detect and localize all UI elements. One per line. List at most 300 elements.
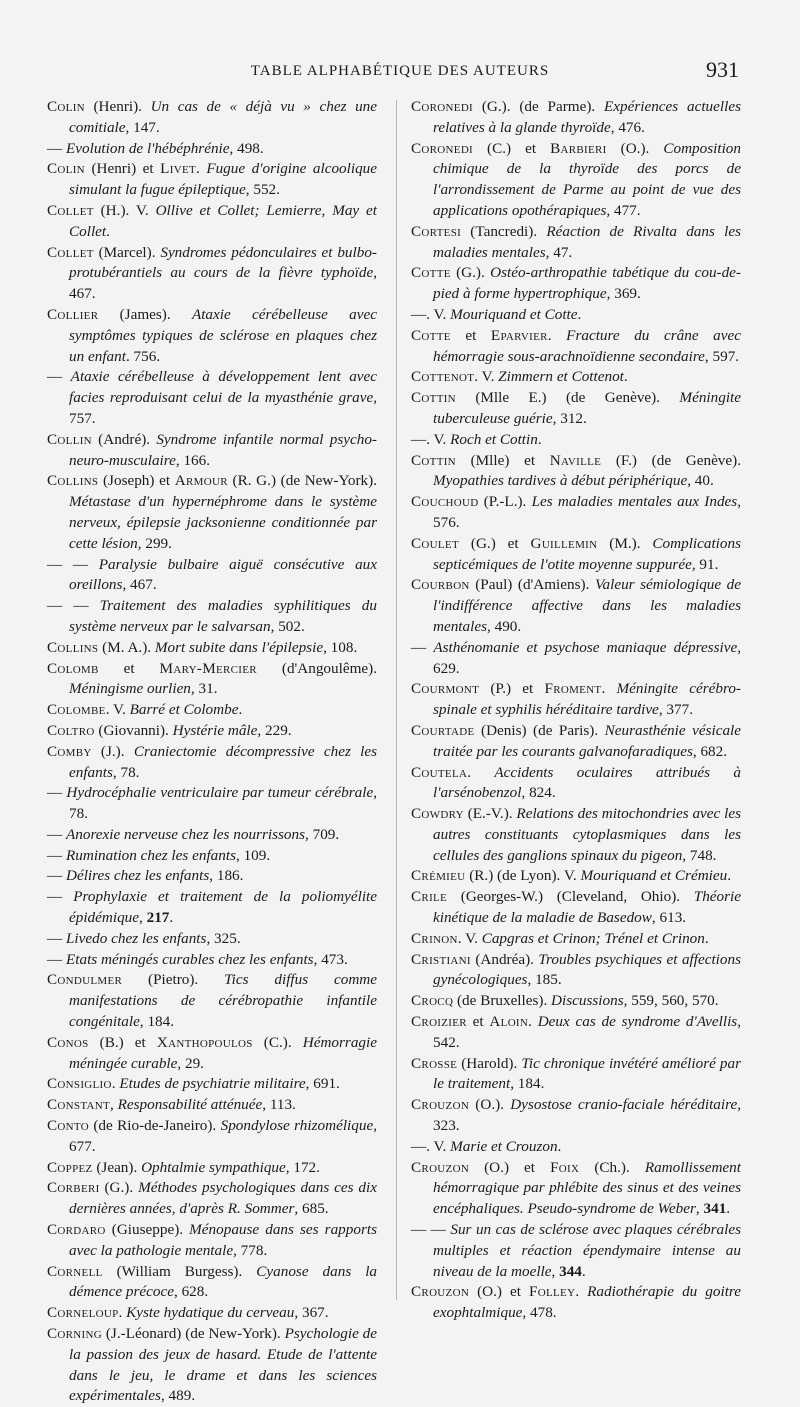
entry-text: . — [111, 1075, 120, 1093]
index-entry — [411, 1054, 741, 1096]
entry-text: — — [47, 888, 74, 906]
entry-text: (O.) et — [469, 1158, 551, 1176]
author-name: Eparvier — [490, 326, 548, 344]
author-name: Conto — [47, 1117, 89, 1135]
author-name: Barbieri — [550, 139, 607, 157]
author-name: Couchoud — [411, 493, 479, 511]
work-title: Myopathies tardives à début périphérique — [433, 472, 688, 490]
entry-text: (Joseph) et — [98, 472, 175, 490]
author-name: Cristiani — [411, 950, 471, 968]
work-title: Etats méningés curables chez les enfants — [65, 950, 314, 968]
work-title: Traitement des maladies syphilitiques du système nerveux par le salvarsan — [69, 597, 377, 635]
entry-text: (G.) et — [458, 534, 531, 552]
index-entry — [411, 1158, 741, 1220]
index-entry — [411, 139, 741, 222]
entry-text: . — [169, 909, 174, 927]
entry-text: —. V. — [411, 1137, 451, 1155]
index-entry — [47, 243, 377, 305]
entry-text: , 629. — [433, 638, 742, 677]
entry-text: (Giuseppe). — [105, 1221, 190, 1239]
work-title: Syndromes pédonculaires et bulbo-protubérantiels au cours de la fièvre typhoïde — [69, 243, 377, 282]
entry-text: . — [704, 929, 709, 947]
author-name: Coulet — [411, 534, 459, 552]
entry-text: et — [450, 326, 491, 344]
entry-text: (d'Angoulême). — [256, 659, 377, 677]
index-entry — [411, 763, 741, 805]
author-name: Crouzon — [411, 1158, 470, 1176]
author-name: Courbon — [411, 576, 470, 594]
index-entry — [47, 159, 377, 201]
work-title: Ataxie cérébelleuse à développement lent avec facies reproduisant celui de la myasthénie grave — [69, 368, 378, 407]
author-name: Crocq — [411, 992, 454, 1010]
entry-text: (Ch.). — [579, 1158, 645, 1176]
entry-text: , 478. — [522, 1304, 557, 1322]
work-title: Complications septicémiques de l'otite moyenne suppurée — [433, 534, 742, 573]
work-title: Méningite cérébro-spinale et syphilis héréditaire tardive — [433, 680, 741, 719]
work-title: Hystérie mâle — [172, 721, 258, 739]
work-title: Ramollissement hémorragique par phlébite des sinus et des veines encéphaliques. Pseudo-syndrome de Weber — [433, 1158, 741, 1218]
author-name: Corning — [47, 1325, 103, 1343]
index-entry — [411, 991, 741, 1012]
entry-text: (Harold). — [457, 1054, 522, 1072]
entry-text: . — [575, 1283, 588, 1301]
entry-text: (O.) et — [469, 1283, 530, 1301]
index-entry — [411, 804, 741, 866]
index-entry — [47, 970, 377, 1032]
work-title: Réaction de Rivalta dans les maladies mentales — [433, 222, 741, 261]
entry-text: (Mlle) et — [455, 451, 550, 469]
entry-text: et — [466, 1013, 490, 1031]
author-name: Colin — [47, 98, 85, 115]
index-entry — [411, 1095, 741, 1137]
index-entry — [411, 950, 741, 992]
author-name: Constant — [47, 1096, 110, 1114]
entry-text: (J.). — [91, 742, 134, 760]
entry-text: (de Bruxelles). — [453, 992, 552, 1010]
entry-text: , 498. — [229, 139, 264, 157]
work-title: Responsabilité atténuée — [117, 1096, 263, 1114]
author-name: Coppez — [47, 1158, 93, 1176]
entry-text: , 778. — [233, 1241, 268, 1259]
index-entry — [47, 596, 377, 638]
entry-text: , 691. — [305, 1075, 340, 1093]
entry-text: (Giovanni). — [94, 721, 173, 739]
work-title: Composition chimique de la thyroïde des porcs de l'arrondissement de Parme au point de vue des applications opothérapiques — [433, 139, 741, 219]
entry-text: , 685. — [294, 1200, 329, 1218]
entry-text: 344 — [559, 1262, 582, 1280]
author-name: Cordaro — [47, 1221, 106, 1239]
index-entry — [411, 1012, 741, 1054]
author-name: Livet — [160, 160, 196, 178]
index-entry — [47, 742, 377, 784]
entry-text: , 628. — [173, 1283, 209, 1301]
entry-text: , — [139, 909, 147, 927]
author-name: Coltro — [47, 721, 95, 739]
index-entry — [411, 575, 741, 637]
entry-text: (M.). — [597, 534, 653, 552]
work-title: Syndrome infantile normal psycho-neuro-musculaire — [69, 430, 377, 469]
entry-text: (O.). — [606, 139, 664, 157]
index-entry — [411, 721, 741, 763]
work-title: Barré et Colombe — [129, 701, 239, 719]
work-title: Discussions — [551, 992, 624, 1010]
entry-text: . — [577, 305, 582, 323]
entry-text: et — [98, 659, 160, 677]
entry-text: , 91. — [691, 555, 719, 573]
author-name: Consiglio — [47, 1075, 112, 1093]
work-title: Expériences actuelles relatives à la glande thyroïde — [433, 98, 741, 136]
index-entry — [47, 201, 377, 243]
entry-text: , 108. — [323, 638, 358, 656]
work-title: Hydrocéphalie ventriculaire par tumeur cérébrale — [66, 784, 374, 802]
index-entry — [411, 492, 741, 534]
author-name: Colomb — [47, 659, 99, 677]
index-entry — [47, 929, 377, 950]
work-title: Méningisme ourlien — [69, 680, 191, 698]
author-name: Armour — [174, 472, 228, 490]
index-entry — [411, 638, 741, 680]
index-entry — [411, 1282, 741, 1324]
work-title: Craniectomie décompressive chez les enfants — [69, 742, 377, 781]
entry-text: , 323. — [433, 1096, 741, 1135]
index-entry — [411, 866, 741, 887]
author-name: Crémieu — [411, 867, 466, 885]
work-title: Etudes de psychiatrie militaire — [119, 1075, 306, 1093]
entry-text: . — [238, 701, 243, 719]
index-entry — [411, 222, 741, 264]
entry-text: —. V. — [411, 305, 451, 323]
entry-text: 217 — [146, 909, 170, 927]
work-title: Capgras et Crinon; Trénel et Crinon — [481, 929, 705, 947]
work-title: Paralysie bulbaire aiguë consécutive aux oreillons — [69, 555, 377, 594]
entry-text: (G.). (de Parme). — [473, 98, 604, 115]
index-entry — [411, 1220, 741, 1282]
entry-text: (Henri). — [84, 98, 151, 115]
entry-text: (de Rio-de-Janeiro). — [88, 1117, 221, 1135]
entry-text: , 40. — [687, 472, 714, 490]
entry-text: , 78. — [112, 763, 140, 781]
entry-text: . — [623, 368, 628, 386]
entry-text: (C.). — [252, 1033, 303, 1051]
entry-text: — — — [47, 597, 100, 615]
entry-text: (C.) et — [473, 139, 551, 157]
author-name: Corneloup — [47, 1304, 119, 1322]
author-name: Cowdry — [411, 805, 464, 823]
author-name: Colin — [47, 160, 85, 178]
author-name: Cotte — [411, 264, 451, 282]
entry-text: , 78. — [69, 784, 378, 823]
column-divider — [396, 100, 397, 1300]
work-title: Théorie kinétique de la maladie de Basedow — [433, 888, 741, 927]
work-title: Relations des mitochondries avec les autres constituants cytoplasmiques dans les cellules des ganglions spinaux du pigeon — [433, 805, 741, 864]
index-entry — [47, 471, 377, 554]
author-name: Coronedi — [411, 139, 474, 157]
entry-text: . — [726, 1200, 731, 1218]
entry-text: (André). — [91, 430, 157, 448]
entry-text: , 186. — [209, 867, 244, 885]
entry-text: , 147. — [125, 118, 160, 136]
entry-text: , 467. — [122, 576, 157, 594]
entry-text: . — [195, 160, 207, 178]
work-title: Roch et Cottin — [450, 430, 538, 448]
page-number: 931 — [706, 57, 739, 82]
author-name: Collier — [47, 305, 99, 323]
author-name: Aloin — [489, 1013, 529, 1031]
index-entry — [47, 367, 377, 429]
index-entry — [47, 846, 377, 867]
index-entry — [47, 139, 377, 160]
entry-text: , 597. — [704, 347, 740, 365]
entry-text: . — [528, 1013, 538, 1031]
work-title: Fracture du crâne avec hémorragie sous-arachnoïdienne secondaire — [433, 326, 741, 365]
entry-text: — — — [411, 1221, 451, 1239]
index-entry — [411, 326, 741, 368]
index-entry — [47, 1262, 377, 1304]
entry-text: — — — [47, 555, 99, 573]
index-entry — [47, 97, 377, 139]
entry-text: . — [727, 867, 732, 885]
entry-text: — — [47, 846, 66, 864]
entry-text: . — [106, 222, 110, 240]
work-title: Cyanose dans la démence précoce — [69, 1262, 378, 1301]
entry-text: , 185. — [527, 971, 562, 989]
index-entry — [47, 783, 377, 825]
author-name: Crile — [411, 888, 448, 906]
entry-text: , 184. — [139, 1013, 175, 1031]
entry-text: (E.-V.). — [463, 805, 517, 823]
work-title: Rumination chez les enfants — [65, 846, 236, 864]
work-title: Méningite tuberculeuse guérie — [433, 389, 741, 427]
author-name: Conos — [47, 1033, 89, 1051]
author-name: Cotte — [411, 326, 451, 344]
author-name: Froment — [544, 680, 602, 698]
index-entry — [411, 679, 741, 721]
author-name: Collet — [47, 243, 94, 261]
author-name: Guillemin — [530, 534, 598, 552]
author-name: Naville — [549, 451, 602, 469]
work-title: Psychologie de la passion des jeux de hasard. Etude de l'attente dans le jeu, le drame et dans les sciences expérimentales — [69, 1325, 378, 1405]
work-title: Prophylaxie et traitement de la poliomyélite épidémique — [69, 888, 378, 927]
entry-text: , 31. — [190, 680, 218, 698]
work-title: Un cas de « déjà vu » chez une comitiale — [69, 98, 377, 136]
entry-text: 341 — [703, 1200, 727, 1218]
entry-text: , 166. — [175, 451, 211, 469]
entry-text: — — [47, 929, 66, 947]
entry-text: , 299. — [137, 534, 172, 552]
index-entry — [47, 721, 377, 742]
index-entry — [411, 451, 741, 493]
work-title: Neurasthénie vésicale traitée par les courants galvanofaradiques — [433, 721, 741, 760]
work-title: Les maladies mentales aux Indes — [531, 493, 738, 511]
index-entry — [47, 659, 377, 701]
entry-text: (B.) et — [88, 1033, 157, 1051]
entry-text: , 709. — [305, 825, 340, 843]
entry-text: (G.). — [450, 264, 491, 282]
work-title: Délires chez les enfants — [65, 867, 210, 885]
work-title: Hémorragie méningée curable — [69, 1033, 377, 1072]
entry-text: — — [47, 950, 66, 968]
entry-text: , 576. — [433, 493, 741, 531]
entry-text: — — [47, 139, 66, 157]
index-entry — [47, 555, 377, 597]
index-entry — [47, 1095, 377, 1116]
entry-text: (G.). — [99, 1179, 139, 1197]
entry-text: (F.) (de Genève). — [601, 451, 741, 469]
entry-text: — — [47, 825, 66, 843]
author-name: Crinon — [411, 929, 458, 947]
entry-text: , 369. — [606, 285, 641, 303]
entry-text: , 502. — [270, 617, 305, 635]
entry-text: , 542. — [433, 1013, 741, 1051]
author-name: Corberi — [47, 1179, 100, 1197]
index-entry — [47, 1220, 377, 1262]
entry-text: (Denis) (de Paris). — [474, 721, 605, 739]
entry-text: (P.) et — [479, 680, 545, 698]
index-entry — [47, 305, 377, 367]
author-name: Cottenot — [411, 368, 475, 386]
index-entry — [47, 1158, 377, 1179]
work-title: Livedo chez les enfants — [65, 929, 207, 947]
index-entry — [47, 950, 377, 971]
author-name: Crouzon — [411, 1283, 470, 1301]
author-name: Collet — [47, 201, 94, 219]
entry-text: (Jean). — [92, 1158, 142, 1176]
work-title: Valeur sémiologique de l'indifférence affective dans les maladies mentales — [433, 576, 741, 635]
entry-text: (Henri) et — [84, 160, 161, 178]
right-column — [411, 97, 741, 1324]
entry-text: , 377. — [658, 701, 693, 719]
entry-text: . — [547, 326, 567, 344]
entry-text: . — [118, 1304, 127, 1322]
index-entry — [411, 929, 741, 950]
index-entry — [411, 534, 741, 576]
work-title: Métastase d'un hypernéphrome dans le système nerveux, épilepsie jacksonienne conditionnée par cette lésion — [69, 493, 377, 552]
index-entry — [411, 367, 741, 388]
author-name: Coronedi — [411, 98, 474, 115]
work-title: Ostéo-arthropathie tabétique du cou-de-pied à forme hypertrophique — [433, 264, 741, 303]
running-title: TABLE ALPHABÉTIQUE DES AUTEURS — [250, 63, 550, 79]
entry-text: , — [551, 1262, 560, 1280]
author-name: Collin — [47, 430, 92, 448]
index-entry — [411, 430, 741, 451]
entry-text: — — [47, 784, 67, 802]
author-name: Foix — [550, 1158, 580, 1176]
index-entry — [47, 1178, 377, 1220]
entry-text: , 476. — [610, 118, 645, 136]
entry-text: (R.) (de Lyon). V. — [465, 867, 581, 885]
entry-text: (M. A.). — [98, 638, 155, 656]
index-entry — [47, 866, 377, 887]
entry-text: . 756. — [125, 347, 161, 365]
entry-text: (Marcel). — [93, 243, 161, 261]
index-entry — [47, 430, 377, 472]
author-name: Mary-Mercier — [159, 659, 257, 677]
author-name: Courmont — [411, 680, 480, 698]
entry-text: , 184. — [510, 1075, 545, 1093]
entry-text: , 757. — [69, 389, 377, 427]
work-title: Ophtalmie sympathique — [141, 1158, 286, 1176]
author-name: Cornell — [47, 1262, 103, 1280]
author-name: Comby — [47, 742, 92, 760]
author-name: Cottin — [411, 451, 456, 469]
author-name: Xanthopoulos — [156, 1033, 253, 1051]
author-name: Cottin — [411, 389, 456, 407]
index-entry — [47, 1116, 377, 1158]
work-title: Radiothérapie du goitre exophtalmique — [433, 1283, 742, 1322]
author-name: Crouzon — [411, 1096, 470, 1114]
work-title: Spondylose rhizomélique — [220, 1117, 374, 1135]
index-entry — [411, 97, 741, 139]
entry-text: . V. — [457, 929, 482, 947]
entry-text: . V. — [474, 368, 499, 386]
entry-text: . — [537, 430, 542, 448]
entry-text: . V. — [105, 701, 130, 719]
entry-text: (Georges-W.) (Cleveland, Ohio). — [447, 888, 694, 906]
entry-text: , — [695, 1200, 704, 1218]
entry-text: , 559, 560, 570. — [623, 992, 719, 1010]
entry-text: (James). — [98, 305, 192, 323]
entry-text: — — [47, 867, 66, 885]
author-name: Courtade — [411, 721, 475, 739]
entry-text: — — [411, 638, 434, 656]
work-title: Fugue d'origine alcoolique simulant la fugue épileptique — [69, 160, 377, 199]
entry-text: (Tancredi). — [461, 222, 547, 240]
entry-text: , 477. — [606, 201, 641, 219]
entry-text: (Paul) (d'Amiens). — [469, 576, 595, 594]
entry-text: . — [467, 763, 495, 781]
entry-text: , 367. — [294, 1304, 329, 1322]
entry-text: . — [601, 680, 617, 698]
entry-text: , 229. — [257, 721, 292, 739]
work-title: Ménopause dans ses rapports avec la pathologie mentale — [69, 1221, 377, 1259]
entry-text: , 489. — [160, 1387, 196, 1405]
work-title: Mouriquand et Crémieu — [580, 867, 728, 885]
entry-text: (William Burgess). — [102, 1262, 257, 1280]
entry-text: (R. G.) (de New-York). — [227, 472, 377, 490]
index-entry — [47, 1324, 377, 1407]
index-entry — [47, 700, 377, 721]
index-entry — [47, 1033, 377, 1075]
work-title: Ollive et Collet; Lemierre, May et Collet — [69, 201, 378, 240]
index-entry — [47, 638, 377, 659]
entry-text: (Andréa). — [470, 950, 539, 968]
entry-text: (Pietro). — [122, 971, 225, 989]
work-title: Evolution de l'hébéphrénie — [65, 139, 230, 157]
work-title: Zimmern et Cottenot — [498, 368, 624, 386]
entry-text: , 473. — [313, 950, 348, 968]
author-name: Cortesi — [411, 222, 462, 240]
entry-text: — — [47, 368, 71, 386]
entry-text: , 113. — [262, 1096, 296, 1114]
work-title: Dysostose cranio-faciale héréditaire — [510, 1096, 738, 1114]
entry-text: , 748. — [682, 846, 717, 864]
entry-text: , 109. — [235, 846, 271, 864]
entry-text: (H.). V. — [93, 201, 156, 219]
index-entry — [411, 388, 741, 430]
entry-text: , 29. — [177, 1054, 204, 1072]
entry-text: , 172. — [285, 1158, 320, 1176]
author-name: Coutela — [411, 763, 468, 781]
entry-text: (P.-L.). — [478, 493, 532, 511]
entry-text: , 325. — [206, 929, 241, 947]
author-name: Croizier — [411, 1013, 467, 1031]
work-title: Sur un cas de sclérose avec plaques cérébrales multiples et réaction épendymaire intense au niveau de la moelle — [433, 1221, 742, 1280]
work-title: Méthodes psychologiques dans ces dix dernières années, d'après R. Sommer — [69, 1179, 377, 1218]
entry-text: , 824. — [521, 784, 556, 802]
entry-text: , 47. — [545, 243, 573, 261]
author-name: Collins — [47, 472, 99, 490]
entry-text: (O.). — [469, 1096, 511, 1114]
